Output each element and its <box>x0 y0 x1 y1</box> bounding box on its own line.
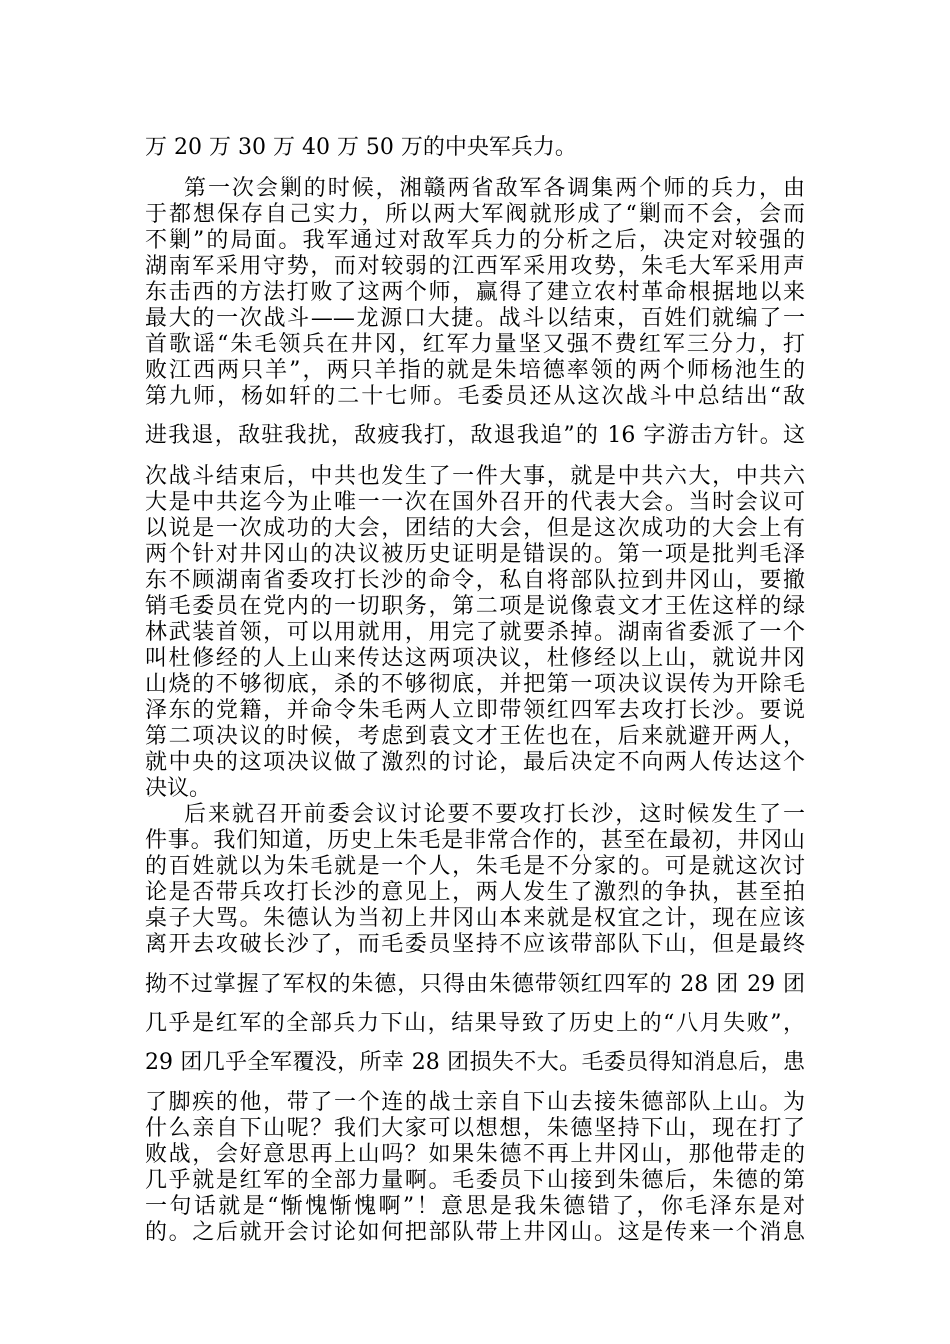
paragraph-start-line: 后来就召开前委会议讨论要不要攻打长沙，这时候发生了一 <box>184 802 805 827</box>
text-line: 一句话就是“惭愧惭愧啊”！意思是我朱德错了，你毛泽东是对 <box>145 1194 805 1219</box>
text-line: 东不顾湖南省委攻打长沙的命令，私自将部队拉到井冈山，要撤 <box>145 568 805 593</box>
text-line: 首歌谣“朱毛领兵在井冈，红军力量坚又强不费红军三分力，打 <box>145 332 805 357</box>
text-line: 桌子大骂。朱德认为当初上井冈山本来就是权宜之计，现在应该 <box>145 906 805 931</box>
text-line: 不剿”的局面。我军通过对敌军兵力的分析之后，决定对较强的 <box>145 228 805 253</box>
text-line: 第九师，杨如轩的二十七师。毛委员还从这次战斗中总结出“敌 <box>145 384 805 409</box>
text-line: 败江西两只羊”，两只羊指的就是朱培德率领的两个师杨池生的 <box>145 358 805 383</box>
text-line: 销毛委员在党内的一切职务，第二项是说像袁文才王佐这样的绿 <box>145 594 805 619</box>
text-line: 的百姓就以为朱毛就是一个人，朱毛是不分家的。可是就这次讨 <box>145 854 805 879</box>
text-line: 论是否带兵攻打长沙的意见上，两人发生了激烈的争执，甚至拍 <box>145 880 805 905</box>
text-line: 泽东的党籍，并命令朱毛两人立即带领红四军去攻打长沙。要说 <box>145 698 805 723</box>
text-line: 以说是一次成功的大会，团结的大会，但是这次成功的大会上有 <box>145 516 805 541</box>
paragraph-end-line: 决议。 <box>145 776 212 801</box>
text-line: 湖南军采用守势，而对较弱的江西军采用攻势，朱毛大军采用声 <box>145 254 805 279</box>
text-line: 东击西的方法打败了这两个师，赢得了建立农村革命根据地以来 <box>145 280 805 305</box>
text-line: 万 20 万 30 万 40 万 50 万的中央军兵力。 <box>145 135 577 160</box>
text-line: 山烧的不够彻底，杀的不够彻底，并把第一项决议误传为开除毛 <box>145 672 805 697</box>
text-line: 的。之后就开会讨论如何把部队带上井冈山。这是传来一个消息 <box>145 1220 805 1245</box>
text-line: 两个针对井冈山的决议被历史证明是错误的。第一项是批判毛泽 <box>145 542 805 567</box>
text-line: 什么亲自下山呢？我们大家可以想想，朱德坚持下山，现在打了 <box>145 1116 805 1141</box>
text-line: 离开去攻破长沙了，而毛委员坚持不应该带部队下山，但是最终 <box>145 932 805 957</box>
text-line: 于都想保存自己实力，所以两大军阀就形成了“剿而不会，会而 <box>145 202 805 227</box>
text-line: 林武装首领，可以用就用，用完了就要杀掉。湖南省委派了一个 <box>145 620 805 645</box>
text-line: 拗不过掌握了军权的朱德，只得由朱德带领红四军的 28 团 29 团 <box>145 972 805 997</box>
paragraph-start-line: 第一次会剿的时候，湘赣两省敌军各调集两个师的兵力，由 <box>184 176 805 201</box>
text-line: 败战，会好意思再上山吗？如果朱德不再上井冈山，那他带走的 <box>145 1142 805 1167</box>
text-line: 了脚疾的他，带了一个连的战士亲自下山去接朱德部队上山。为 <box>145 1090 805 1115</box>
text-line: 29 团几乎全军覆没，所幸 28 团损失不大。毛委员得知消息后，患 <box>145 1050 805 1075</box>
text-line: 第二项决议的时候，考虑到袁文才王佐也在，后来就避开两人， <box>145 724 805 749</box>
text-line: 进我退，敌驻我扰，敌疲我打，敌退我追”的 16 字游击方针。这 <box>145 423 805 448</box>
text-line: 就中央的这项决议做了激烈的讨论，最后决定不向两人传达这个 <box>145 750 805 775</box>
text-line: 叫杜修经的人上山来传达这两项决议，杜修经以上山，就说井冈 <box>145 646 805 671</box>
text-line: 次战斗结束后，中共也发生了一件大事，就是中共六大，中共六 <box>145 464 805 489</box>
text-line: 件事。我们知道，历史上朱毛是非常合作的，甚至在最初，井冈山 <box>145 828 805 853</box>
text-line: 大是中共迄今为止唯一一次在国外召开的代表大会。当时会议可 <box>145 490 805 515</box>
text-line: 几乎就是红军的全部力量啊。毛委员下山接到朱德后，朱德的第 <box>145 1168 805 1193</box>
text-line: 最大的一次战斗——龙源口大捷。战斗以结束，百姓们就编了一 <box>145 306 805 331</box>
text-line: 几乎是红军的全部兵力下山，结果导致了历史上的“八月失败”， <box>145 1011 805 1036</box>
